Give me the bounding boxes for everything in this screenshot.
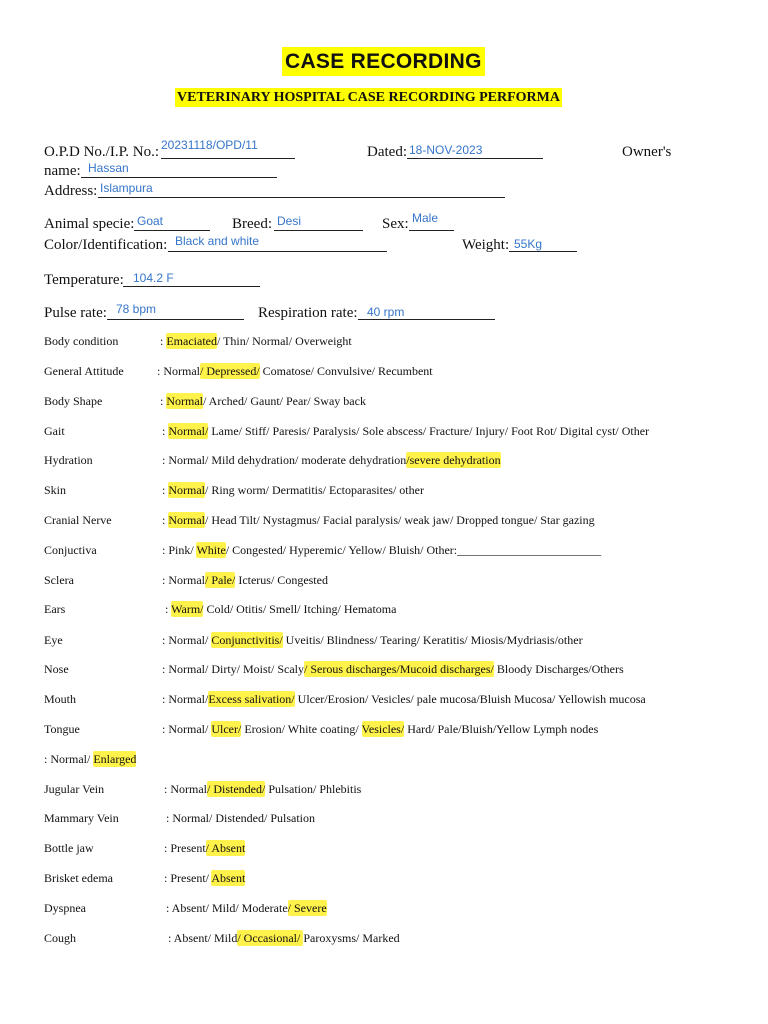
page-title: CASE RECORDING <box>282 47 485 76</box>
sex-field-line <box>409 230 454 231</box>
respiration-field-line <box>358 319 495 320</box>
exam-row-options <box>162 513 595 528</box>
option-text: Uveitis/ Blindness/ Tearing/ Keratitis/ Miosis/Mydriasis/other <box>282 633 583 647</box>
exam-row-label: General Attitude <box>44 364 124 378</box>
respiration-value[interactable]: 40 rpm <box>367 305 405 319</box>
option-text: / Arched/ Gaunt/ Pear/ Sway back <box>203 394 366 408</box>
option-text: : Normal/ Mild dehydration/ moderate dehydration <box>162 453 407 467</box>
exam-row-options <box>162 662 624 677</box>
exam-row-options <box>164 871 245 886</box>
sex-label: Sex: <box>382 216 409 232</box>
exam-row-options <box>165 602 396 617</box>
owner-name-label: name: <box>44 163 81 179</box>
exam-row-label: Jugular Vein <box>44 782 105 796</box>
respiration-label: Respiration rate: <box>258 305 358 321</box>
dated-value[interactable]: 18-NOV-2023 <box>409 143 483 157</box>
page-subtitle: VETERINARY HOSPITAL CASE RECORDING PERFORMA <box>177 90 560 105</box>
selected-option[interactable]: Normal <box>166 394 203 408</box>
sex-value[interactable]: Male <box>412 211 439 225</box>
option-text: : Normal/ Distended/ Pulsation <box>166 811 315 825</box>
option-text: : Absent/ Mild <box>168 931 238 945</box>
option-text: : <box>162 424 169 438</box>
exam-row-options <box>162 424 649 439</box>
color-label: Color/Identification: <box>44 237 168 253</box>
exam-row-options <box>162 633 583 648</box>
opd-value[interactable]: 20231118/OPD/11 <box>161 138 258 152</box>
exam-row-label: Bottle jaw <box>44 841 94 855</box>
exam-row-label: Eye <box>44 633 63 647</box>
weight-field-line <box>509 251 577 252</box>
option-text: Comatose/ Convulsive/ Recumbent <box>259 364 433 378</box>
opd-label: O.P.D No./I.P. No.: <box>44 144 160 160</box>
option-text: Hard/ Pale/Bluish/Yellow Lymph nodes <box>404 722 599 736</box>
option-text: Lame/ Stiff/ Paresis/ Paralysis/ Sole abscess/ Fracture/ Injury/ Foot Rot/ Digital cyst/ Other <box>208 424 650 438</box>
breed-field-line <box>274 230 363 231</box>
color-value[interactable]: Black and white <box>175 234 260 248</box>
exam-row-label: Cough <box>44 931 77 945</box>
exam-row-label: Brisket edema <box>44 871 113 885</box>
option-text: : Normal <box>162 573 205 587</box>
option-text: / Ring worm/ Dermatitis/ Ectoparasites/ other <box>205 483 424 497</box>
option-text: Bloody Discharges/Others <box>493 662 624 676</box>
specie-label: Animal specie: <box>44 216 135 232</box>
selected-option[interactable]: / Serous discharges/Mucoid discharges/ <box>304 662 494 676</box>
opd-field-line <box>161 158 295 159</box>
specie-field-line <box>134 230 210 231</box>
exam-row-label: Skin <box>44 483 67 497</box>
exam-row-options <box>162 573 328 588</box>
pulse-field-line <box>107 319 244 320</box>
selected-option[interactable]: Vesicles/ <box>361 722 405 736</box>
selected-option[interactable]: / Distended/ <box>207 782 266 796</box>
option-text: Ulcer/Erosion/ Vesicles/ pale mucosa/Bluish Mucosa/ Yellowish mucosa <box>294 692 646 706</box>
exam-row-label: Gait <box>44 424 65 438</box>
exam-row-options <box>164 782 361 797</box>
option-text: : <box>160 394 167 408</box>
option-text: Erosion/ White coating/ <box>241 722 362 736</box>
exam-row-label: Hydration <box>44 453 93 467</box>
specie-value[interactable]: Goat <box>137 214 164 228</box>
breed-label: Breed: <box>232 216 272 232</box>
option-text: : Normal/ <box>162 692 209 706</box>
weight-label: Weight: <box>462 237 510 253</box>
option-text: Icterus/ Congested <box>235 573 328 587</box>
selected-option[interactable]: Conjunctivitis/ <box>211 633 283 647</box>
address-value[interactable]: Islampura <box>100 181 153 195</box>
option-text: : Normal/ <box>162 633 212 647</box>
selected-option[interactable]: Warm/ <box>171 602 204 616</box>
option-text: : <box>165 602 172 616</box>
option-text: / Congested/ Hyperemic/ Yellow/ Bluish/ Other:________________________ <box>225 543 602 557</box>
exam-row-options <box>164 841 245 856</box>
exam-row-options <box>166 811 315 826</box>
option-text: : Present <box>164 841 206 855</box>
exam-row-label: Mammary Vein <box>44 811 119 825</box>
option-text: / Head Tilt/ Nystagmus/ Facial paralysis/ weak jaw/ Dropped tongue/ Star gazing <box>205 513 595 527</box>
exam-row-label: Sclera <box>44 573 74 587</box>
option-text: : <box>162 513 169 527</box>
selected-option[interactable]: / Severe <box>287 901 327 915</box>
option-text: / Thin/ Normal/ Overweight <box>216 334 352 348</box>
exam-row-label: Nose <box>44 662 69 676</box>
selected-option[interactable]: / Occasional/ <box>237 931 304 945</box>
option-text: : Normal <box>164 782 207 796</box>
address-label: Address: <box>44 183 98 199</box>
exam-row-options <box>166 901 327 916</box>
exam-row-label: Body Shape <box>44 394 103 408</box>
selected-option[interactable]: Normal <box>168 513 205 527</box>
option-text: : Normal/ <box>44 752 94 766</box>
option-text: Paroxysms/ Marked <box>303 931 400 945</box>
color-field-line <box>168 251 387 252</box>
option-text: : Normal <box>157 364 200 378</box>
exam-row-options <box>162 483 424 498</box>
selected-option[interactable]: Normal <box>168 483 205 497</box>
owner-label: Owner's <box>622 144 672 160</box>
dated-field-line <box>407 158 543 159</box>
option-text: : <box>160 334 167 348</box>
temperature-label: Temperature: <box>44 272 124 288</box>
pulse-label: Pulse rate: <box>44 305 107 321</box>
exam-row-label: Dyspnea <box>44 901 86 915</box>
exam-row-options <box>157 364 433 379</box>
option-text: : Present/ <box>164 871 212 885</box>
pulse-value[interactable]: 78 bpm <box>116 302 157 316</box>
selected-option[interactable]: /severe dehydration <box>406 453 501 467</box>
exam-row-options <box>168 931 400 946</box>
selected-option[interactable]: White <box>196 543 226 557</box>
breed-value[interactable]: Desi <box>277 214 302 228</box>
selected-option[interactable]: Normal/ <box>168 424 209 438</box>
selected-option[interactable]: Emaciated <box>166 334 217 348</box>
exam-row-label: Ears <box>44 602 66 616</box>
option-text: : <box>162 483 169 497</box>
address-field-line <box>98 197 505 198</box>
option-text: : Pink/ <box>162 543 197 557</box>
exam-row-options <box>162 453 501 468</box>
exam-row-label: Tongue <box>44 722 80 736</box>
owner-value[interactable]: Hassan <box>88 161 129 175</box>
owner-field-line <box>81 177 277 178</box>
selected-option[interactable]: Ulcer/ <box>211 722 242 736</box>
exam-row-options <box>160 334 352 349</box>
exam-row-options <box>162 722 598 737</box>
exam-row-options <box>162 692 646 707</box>
exam-row-label: Conjuctiva <box>44 543 97 557</box>
selected-option[interactable]: Enlarged <box>93 752 137 766</box>
selected-option[interactable]: / Depressed/ <box>200 364 260 378</box>
exam-row-label: Cranial Nerve <box>44 513 112 527</box>
selected-option[interactable]: Excess salivation/ <box>208 692 295 706</box>
selected-option[interactable]: / Absent <box>205 841 246 855</box>
exam-row-options <box>160 394 366 409</box>
exam-row-options <box>44 752 136 767</box>
option-text: Cold/ Otitis/ Smell/ Itching/ Hematoma <box>203 602 397 616</box>
selected-option[interactable]: Absent <box>211 871 246 885</box>
option-text: Pulsation/ Phlebitis <box>265 782 362 796</box>
dated-label: Dated: <box>367 144 407 160</box>
selected-option[interactable]: / Pale/ <box>205 573 236 587</box>
exam-row-options <box>162 543 601 558</box>
weight-value[interactable]: 55Kg <box>514 237 543 251</box>
exam-row-label: Mouth <box>44 692 77 706</box>
temperature-field-line <box>123 286 260 287</box>
exam-row-label: Body condition <box>44 334 119 348</box>
option-text: : Absent/ Mild/ Moderate <box>166 901 288 915</box>
option-text: : Normal/ <box>162 722 212 736</box>
option-text: : Normal/ Dirty/ Moist/ Scaly <box>162 662 304 676</box>
temperature-value[interactable]: 104.2 F <box>133 271 174 285</box>
